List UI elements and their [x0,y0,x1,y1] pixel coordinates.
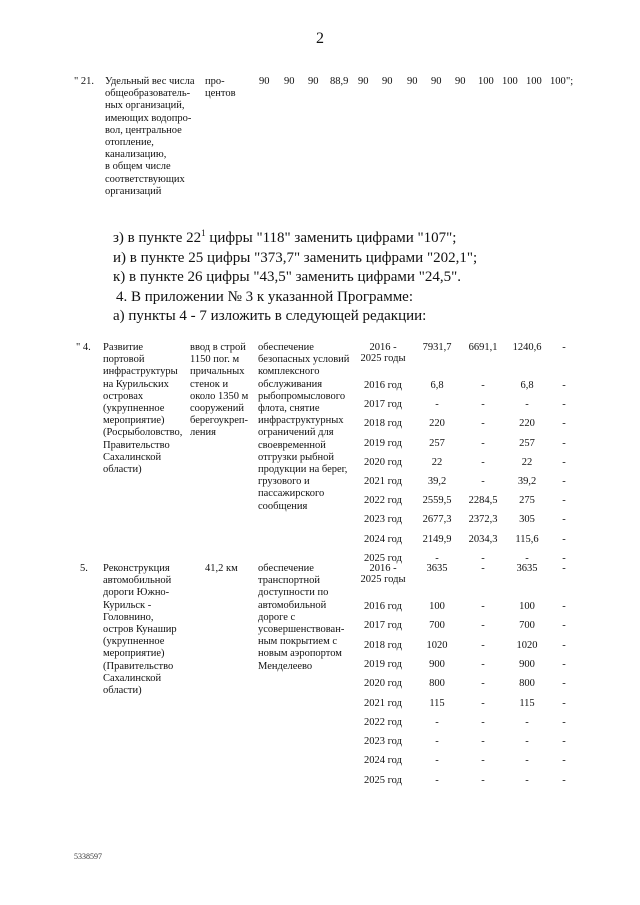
row21-number: " 21. [74,76,95,87]
amendment-paragraph [113,268,461,286]
amount-fed: - [481,678,485,690]
measure-name-line: области) [103,464,142,476]
amount-fed: - [481,552,485,564]
amount-fed: 2372,3 [468,514,498,526]
paragraph-text: цифры "118" заменить цифрами "107"; [205,230,457,246]
amount-reg: 1240,6 [512,342,542,353]
amount-reg: - [525,399,529,411]
amount-other: - [562,678,566,690]
measure-name-line: (укрупненное [103,636,165,648]
period-label: 2019 год [364,658,402,670]
amount-other: - [562,563,566,574]
period-label: 2024 год [364,755,402,767]
measure-name-line: Правительство [103,439,170,451]
amount-other: - [562,533,566,545]
amount-total: 6,8 [430,380,444,391]
indicator-name-line: вол, центральное [105,124,182,136]
paragraph-text: и) в пункте 25 цифры "373,7" заменить цифрами "202,1"; [113,250,478,266]
page-number: 2 [316,30,324,47]
period-label: 2019 год [364,437,402,449]
purpose-line: продукции на берег, [258,464,348,476]
capacity-line: сооружений [190,403,245,415]
amount-reg: 3635 [516,563,538,574]
amount-other: - [562,716,566,728]
measure-name-line: мероприятие) [103,415,165,427]
purpose-line: безопасных условий [258,354,350,366]
item4-capacity [190,342,248,440]
period-label: 2018 год [364,639,402,651]
amount-other: - [562,601,566,612]
item5-purpose [258,563,344,673]
amount-total: 257 [429,437,445,449]
measure-name-line: (Росрыболовство, [103,427,183,439]
amount-total: - [435,774,439,786]
indicator-name-line: соответствующих [105,173,185,185]
period-label: 2017 год [364,620,402,632]
measure-name-line: инфраструктуры [103,366,178,378]
indicator-value: 100 [550,76,566,87]
amount-fed: - [481,476,485,487]
amount-reg: 22 [521,456,533,468]
amount-other: - [562,514,566,526]
amount-total: 22 [431,456,443,468]
measure-name-line: Головнино, [103,611,154,623]
amount-total: 1020 [426,639,448,651]
indicator-name-line: ных организаций, [105,100,185,112]
purpose-line: обслуживания [258,378,323,390]
amount-fed: - [481,774,485,786]
amount-other: - [562,774,566,786]
amount-reg: 257 [519,437,535,449]
indicator-value: 100 [478,76,494,87]
measure-name-line: Развитие [103,342,144,353]
indicator-value: 90 [431,76,442,87]
amount-total: 800 [429,678,445,690]
amount-reg: 1020 [516,639,538,651]
indicator-name-line: имеющих водопро- [105,112,192,124]
paragraph-text: к) в пункте 26 цифры "43,5" заменить цифрами "24,5". [113,269,461,285]
item5-name [103,563,177,697]
paragraph-text: а) пункты 4 - 7 изложить в следующей редакции: [113,308,427,324]
period-label: 2025 год [364,774,402,786]
amount-reg: - [525,716,529,728]
period-label: 2023 год [364,514,402,526]
measure-name-line: Сахалинской [103,451,162,463]
amount-fed: - [481,456,485,468]
row21-closing-quote: "; [566,76,574,87]
purpose-line: ным покрытием с [258,636,338,648]
purpose-line: отгрузки рыбной [258,451,334,463]
measure-name-line: Сахалинской [103,672,162,684]
amendment-paragraph [116,288,413,306]
amount-total: 900 [429,658,445,670]
indicator-value: 90 [358,76,369,87]
amount-fed: - [481,716,485,728]
amount-total: - [435,755,439,767]
purpose-line: флота, снятие [258,403,320,415]
amount-reg: 275 [519,495,535,507]
amount-other: - [562,476,566,487]
indicator-value: 90 [259,76,270,87]
amount-other: - [562,552,566,564]
amount-reg: 115 [519,697,535,709]
amount-reg: 800 [519,678,535,690]
period-label: 2017 год [364,399,402,411]
amount-fed: - [481,697,485,709]
document-code: 5338597 [74,852,102,861]
indicator-value: 90 [455,76,466,87]
unit-line: центов [205,88,236,100]
amount-fed: - [481,380,485,391]
period-label: 2021 год [364,697,402,709]
purpose-line: грузового и [258,476,310,488]
amount-fed: - [481,418,485,430]
amount-fed: 2034,3 [468,533,498,545]
amount-reg: 39,2 [517,476,537,487]
amount-fed: - [481,399,485,411]
measure-name-line: (Правительство [103,660,174,672]
indicator-name-line: отопление, [105,137,154,149]
amount-fed: - [481,658,485,670]
paragraph-text: з) в пункте 22 [113,230,202,246]
unit-line: про- [205,76,225,87]
purpose-line: сообщения [258,500,308,512]
period-label: 2018 год [364,418,402,430]
amount-reg: - [525,755,529,767]
indicator-value: 90 [308,76,319,87]
capacity-line: стенок и [190,378,229,390]
amount-other: - [562,620,566,632]
row21-unit [205,76,236,100]
capacity-line: берегоукреп- [190,415,249,427]
amount-total: 2677,3 [422,514,452,526]
amendment-paragraph [113,229,456,247]
amount-total: 3635 [426,563,448,574]
amount-total: - [435,716,439,728]
amount-other: - [562,342,566,353]
amount-other: - [562,736,566,748]
item4-name [103,342,182,476]
purpose-line: обеспечение [258,563,314,574]
amount-fed: - [481,736,485,748]
amount-reg: 100 [519,601,535,612]
purpose-line: дороге с [258,611,296,623]
item5-number: 5. [80,563,88,574]
measure-name-line: (укрупненное [103,403,165,415]
period-label: 2016 год [364,601,402,612]
purpose-line: инфраструктурных [258,415,344,427]
indicator-value: 90 [382,76,393,87]
measure-name-line: на Курильских [103,378,169,390]
amount-total: 2559,5 [422,495,452,507]
measure-name-line: островах [103,390,144,402]
purpose-line: рыбопромыслового [258,390,346,402]
purpose-line: новым аэропортом [258,648,342,660]
amount-reg: 115,6 [515,533,539,545]
period-label: 2022 год [364,716,402,728]
period-label: 2023 год [364,736,402,748]
amount-total: 100 [429,601,445,612]
superscript: 1 [201,228,206,238]
measure-name-line: портовой [103,354,145,366]
paragraph-text: 4. В приложении № 3 к указанной Программе: [116,289,414,305]
amount-total: 220 [429,418,445,430]
amount-fed: - [481,601,485,612]
amount-total: 2149,9 [422,533,452,545]
period-label: 2016 - 2025 годы [360,563,406,585]
purpose-line: комплексного [258,366,320,378]
item4-number: " 4. [76,342,91,353]
capacity-line: 1150 пог. м [190,354,240,366]
measure-name-line: Курильск - [103,599,152,611]
amount-total: - [435,552,439,564]
measure-name-line: дороги Южно- [103,587,170,599]
measure-name-line: области) [103,685,142,697]
amount-reg: 6,8 [520,380,534,391]
amount-reg: 305 [519,514,535,526]
amount-fed: - [481,437,485,449]
amount-fed: - [481,755,485,767]
measure-name-line: остров Кунашир [103,624,177,636]
amount-reg: 700 [519,620,535,632]
amount-other: - [562,639,566,651]
purpose-line: усовершенствован- [258,624,345,636]
row21-indicator-name [105,76,194,198]
period-label: 2016 - 2025 годы [360,342,406,364]
amount-reg: 900 [519,658,535,670]
indicator-name-line: общеобразователь- [105,88,191,100]
purpose-line: пассажирского [258,488,325,500]
indicator-value: 100 [502,76,518,87]
amount-reg: - [525,774,529,786]
indicator-value: 88,9 [330,76,349,87]
indicator-name-line: в общем числе [105,161,171,173]
amount-total: 115 [429,697,445,709]
amount-total: 39,2 [427,476,447,487]
period-label: 2025 год [364,552,402,564]
purpose-line: обеспечение [258,342,314,353]
amount-total: 7931,7 [422,342,452,353]
measure-name-line: Реконструкция [103,563,170,574]
capacity-line: 41,2 км [205,563,238,574]
period-label: 2020 год [364,456,402,468]
amount-reg: - [525,552,529,564]
amount-fed: 6691,1 [468,342,498,353]
period-label: 2020 год [364,678,402,690]
capacity-line: причальных [190,366,245,378]
purpose-line: Менделеево [258,660,313,672]
item5-capacity [205,563,238,575]
amount-total: 700 [429,620,445,632]
amount-other: - [562,658,566,670]
indicator-value: 90 [407,76,418,87]
measure-name-line: автомобильной [103,575,172,587]
purpose-line: своевременной [258,439,326,451]
amendment-paragraph [113,307,426,325]
amount-fed: - [481,563,485,574]
item4-purpose [258,342,349,513]
amount-other: - [562,380,566,391]
amount-reg: 220 [519,418,535,430]
amount-fed: - [481,620,485,632]
amount-other: - [562,755,566,767]
purpose-line: доступности по [258,587,329,599]
measure-name-line: мероприятие) [103,648,165,660]
period-label: 2022 год [364,495,402,507]
capacity-line: ввод в строй [190,342,246,353]
purpose-line: ограничений для [258,427,334,439]
amendment-paragraph [113,249,477,267]
amount-other: - [562,456,566,468]
indicator-value: 100 [526,76,542,87]
indicator-name-line: организаций [105,185,162,197]
period-label: 2024 год [364,533,402,545]
indicator-name-line: канализацию, [105,149,167,161]
amount-fed: 2284,5 [468,495,498,507]
indicator-name-line: Удельный вес числа [105,76,195,87]
purpose-line: транспортной [258,575,320,587]
amount-reg: - [525,736,529,748]
indicator-value: 90 [284,76,295,87]
amount-fed: - [481,639,485,651]
capacity-line: около 1350 м [190,390,249,402]
amount-other: - [562,437,566,449]
period-label: 2021 год [364,476,402,487]
capacity-line: ления [190,427,216,439]
period-label: 2016 год [364,380,402,391]
amount-other: - [562,399,566,411]
purpose-line: автомобильной [258,599,327,611]
amount-other: - [562,418,566,430]
amount-total: - [435,736,439,748]
amount-other: - [562,697,566,709]
amount-total: - [435,399,439,411]
amount-other: - [562,495,566,507]
